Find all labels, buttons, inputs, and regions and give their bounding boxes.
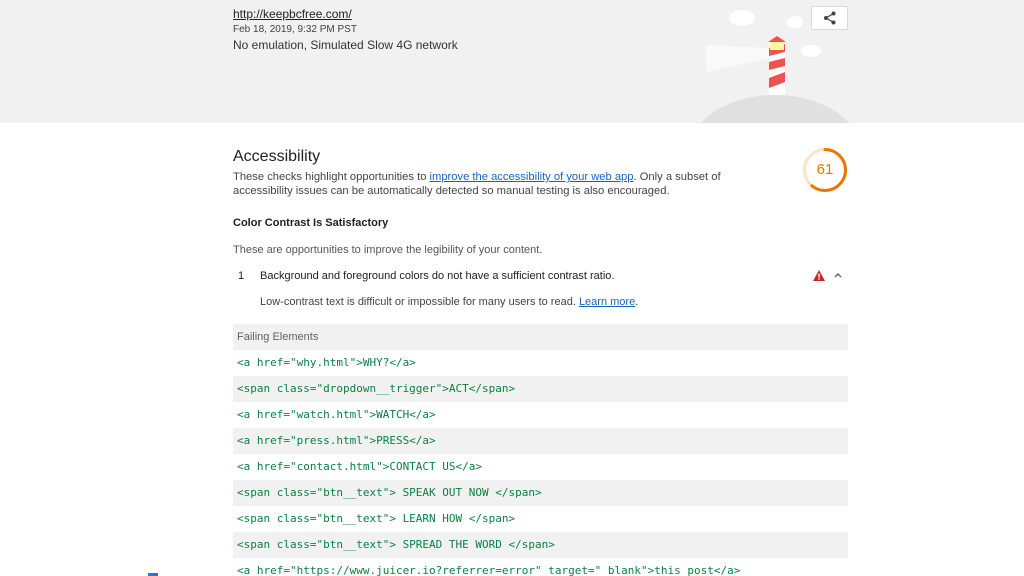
- failing-elements-table: [233, 324, 848, 576]
- table-row: <a href="why.html">WHY?</a>: [237, 356, 416, 369]
- warning-icon: [813, 270, 825, 281]
- table-row: <a href="contact.html">CONTACT US</a>: [237, 460, 483, 473]
- table-row: <span class="btn__text"> SPREAD THE WORD </span>: [233, 532, 848, 558]
- category-desc-text-end: . Only a subset of accessibility issues can be automatically detected so manual testing is also encouraged.: [233, 171, 721, 197]
- share-button[interactable]: [811, 6, 848, 30]
- audit-desc-text: Low-contrast text is difficult or impossible for many users to read.: [260, 296, 579, 308]
- page-url-link[interactable]: http://keepbcfree.com/: [233, 7, 352, 21]
- table-row: <a href="watch.html">WATCH</a>: [237, 408, 436, 421]
- lighthouse-illustration: [680, 0, 880, 123]
- audit-index: 1: [238, 270, 245, 282]
- learn-more-link[interactable]: Learn more: [578, 296, 636, 308]
- report-timestamp: Feb 18, 2019, 9:32 PM PST: [233, 24, 357, 35]
- table-row: <span class="btn__text"> SPEAK OUT NOW </span>: [233, 480, 848, 506]
- share-icon: [823, 11, 837, 25]
- chevron-up-icon[interactable]: [833, 270, 843, 280]
- emulation-info: No emulation, Simulated Slow 4G network: [233, 38, 458, 52]
- table-row: <a href="https://www.juicer.io?referrer=error" target="_blank">this post</a>: [237, 564, 741, 576]
- score-value: 61: [816, 161, 834, 178]
- audit-description: [260, 296, 638, 308]
- group-description: These are opportunities to improve the legibility of your content.: [233, 244, 543, 256]
- category-title: Accessibility: [233, 148, 321, 165]
- table-row: <a href="press.html">PRESS</a>: [233, 428, 848, 454]
- audit-row-color-contrast[interactable]: [233, 267, 848, 287]
- audit-title: Background and foreground colors do not have a sufficient contrast ratio.: [260, 270, 615, 282]
- category-desc-text: These checks highlight opportunities to: [233, 171, 430, 183]
- group-title: Color Contrast Is Satisfactory: [233, 217, 389, 229]
- table-header: Failing Elements: [233, 324, 848, 350]
- audit-desc-end: .: [635, 296, 639, 308]
- table-row: <span class="btn__text"> LEARN HOW </span>: [237, 512, 516, 525]
- accessibility-docs-link[interactable]: improve the accessibility of your web app: [429, 171, 634, 183]
- bottom-fragment: [0, 571, 160, 576]
- table-row: <span class="dropdown__trigger">ACT</span>: [233, 376, 848, 402]
- report-header: [0, 0, 1024, 123]
- category-description: [233, 170, 778, 198]
